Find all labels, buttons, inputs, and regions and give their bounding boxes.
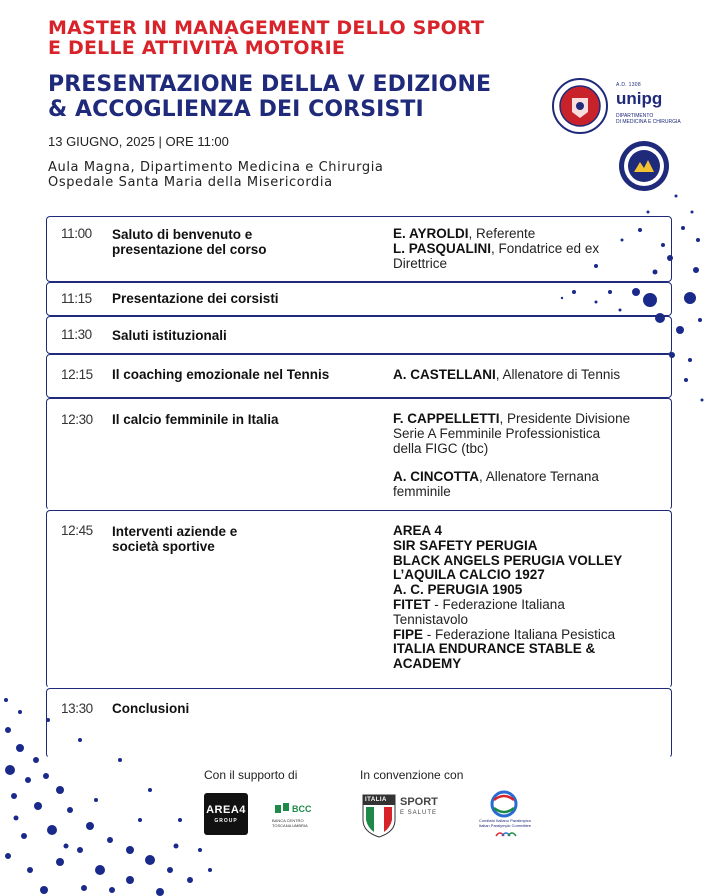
topic-line2: società sportive	[112, 539, 215, 554]
master-title-line1: MASTER IN MANAGEMENT DELLO SPORT	[48, 17, 485, 39]
agenda-row-1100	[46, 216, 672, 282]
sport-line2: E SALUTE	[400, 810, 438, 816]
speaker-line: Tennistavolo	[393, 611, 469, 627]
agenda-time: 12:30	[61, 412, 93, 427]
agenda-topic	[112, 524, 237, 554]
sport-salute-logo	[400, 797, 438, 819]
event-venue	[48, 160, 384, 190]
cip-paralympic-icon	[474, 790, 534, 842]
support-label: Con il supporto di	[204, 768, 298, 782]
event-title-line2: & ACCOGLIENZA DEI CORSISTI	[48, 97, 424, 122]
event-title-line1: PRESENTAZIONE DELLA V EDIZIONE	[48, 72, 492, 97]
venue-line2: Ospedale Santa Maria della Misericordia	[48, 175, 333, 190]
speaker-line: della FIGC (tbc)	[393, 440, 489, 456]
speaker-line: L. PASQUALINI, Fondatrice ed ex	[393, 240, 600, 256]
venue-line1: Aula Magna, Dipartimento Medicina e Chirurgia	[48, 160, 384, 175]
agenda-speakers	[393, 412, 671, 500]
bcc-mark-icon	[275, 803, 291, 815]
master-title	[48, 18, 568, 58]
agenda-row-1215	[46, 354, 672, 398]
speaker-line: A. CASTELLANI, Allenatore di Tennis	[393, 367, 621, 382]
topic-line1: Saluto di benvenuto e	[112, 227, 253, 242]
speaker-line: ACADEMY	[393, 656, 462, 672]
unipg-logo	[616, 82, 696, 125]
agenda-time: 12:45	[61, 523, 93, 538]
cip-label	[468, 818, 542, 828]
master-title-line2: E DELLE ATTIVITÀ MOTORIE	[48, 37, 346, 59]
topic-line2: presentazione del corso	[112, 242, 267, 257]
agenda-topic: Il calcio femminile in Italia	[112, 412, 279, 427]
agenda-speakers	[393, 524, 671, 672]
unipg-name: unipg	[616, 89, 663, 108]
unipg-year: A.D. 1308	[616, 82, 641, 88]
master-sport-seal-icon	[618, 140, 670, 192]
area4-name: AREA4	[206, 804, 246, 816]
speaker-line: FITET - Federazione Italiana	[393, 596, 565, 612]
speaker-line: Serie A Femminile Professionistica	[393, 425, 601, 441]
bcc-sub	[272, 818, 308, 828]
agenda-speakers	[393, 227, 671, 271]
agenda-time: 11:30	[61, 327, 92, 342]
area4-logo	[204, 793, 248, 835]
agenda-time: 11:00	[61, 226, 92, 241]
cip-line2: Italian Paralympic Committee	[478, 823, 532, 828]
agenda-row-1130	[46, 316, 672, 354]
event-date: 13 GIUGNO, 2025 | ORE 11:00	[48, 134, 229, 149]
italia-label: ITALIA	[365, 797, 387, 803]
agenda-topic: Il coaching emozionale nel Tennis	[112, 367, 330, 382]
agenda-time: 12:15	[61, 367, 93, 382]
speaker-line: L’AQUILA CALCIO 1927	[393, 567, 545, 583]
speaker-line: femminile	[393, 484, 451, 500]
bcc-logo	[272, 798, 320, 828]
speaker-line: FIPE - Federazione Italiana Pesistica	[393, 626, 616, 642]
speaker-line: ITALIA ENDURANCE STABLE &	[393, 641, 596, 657]
bcc-name: BCC	[292, 804, 312, 814]
agenda-speakers	[393, 368, 671, 383]
event-title	[48, 72, 548, 122]
topic-line1: Interventi aziende e	[112, 524, 238, 539]
agenda-row-1115	[46, 282, 672, 316]
speaker-line: E. AYROLDI, Referente	[393, 226, 536, 241]
speaker-line: BLACK ANGELS PERUGIA VOLLEY	[393, 552, 623, 568]
unipg-dept	[616, 113, 696, 125]
agenda-row-1245	[46, 510, 672, 688]
speaker-line: Direttrice	[393, 255, 448, 271]
sport-line1: SPORT	[400, 796, 438, 808]
agenda-row-1330	[46, 688, 672, 758]
speaker-line: SIR SAFETY PERUGIA	[393, 537, 538, 553]
agenda-topic: Conclusioni	[112, 701, 190, 716]
speaker-line: F. CAPPELLETTI, Presidente Divisione	[393, 411, 631, 426]
speaker-line: A. C. PERUGIA 1905	[393, 582, 523, 598]
area4-group: GROUP	[214, 818, 238, 824]
unipg-dept-line2: DI MEDICINA E CHIRURGIA	[616, 119, 681, 125]
convention-label: In convenzione con	[360, 768, 464, 782]
agenda-time: 11:15	[61, 291, 92, 306]
agenda-row-1230	[46, 398, 672, 510]
cip-line1: Comitato Italiano Paralimpico	[478, 818, 532, 823]
speaker-line: A. CINCOTTA, Allenatore Ternana	[393, 469, 599, 485]
agenda-topic	[112, 227, 267, 257]
speaker-line: AREA 4	[393, 523, 443, 538]
bcc-sub-line1: BANCA CENTRO	[272, 818, 304, 823]
agenda-time: 13:30	[61, 701, 93, 716]
university-seal-icon	[552, 78, 608, 134]
bcc-sub-line2: TOSCANA UMBRIA	[272, 823, 308, 828]
unipg-dept-line1: DIPARTIMENTO	[616, 113, 654, 119]
agenda-topic: Saluti istituzionali	[112, 328, 227, 343]
agenda-topic: Presentazione dei corsisti	[112, 291, 279, 306]
